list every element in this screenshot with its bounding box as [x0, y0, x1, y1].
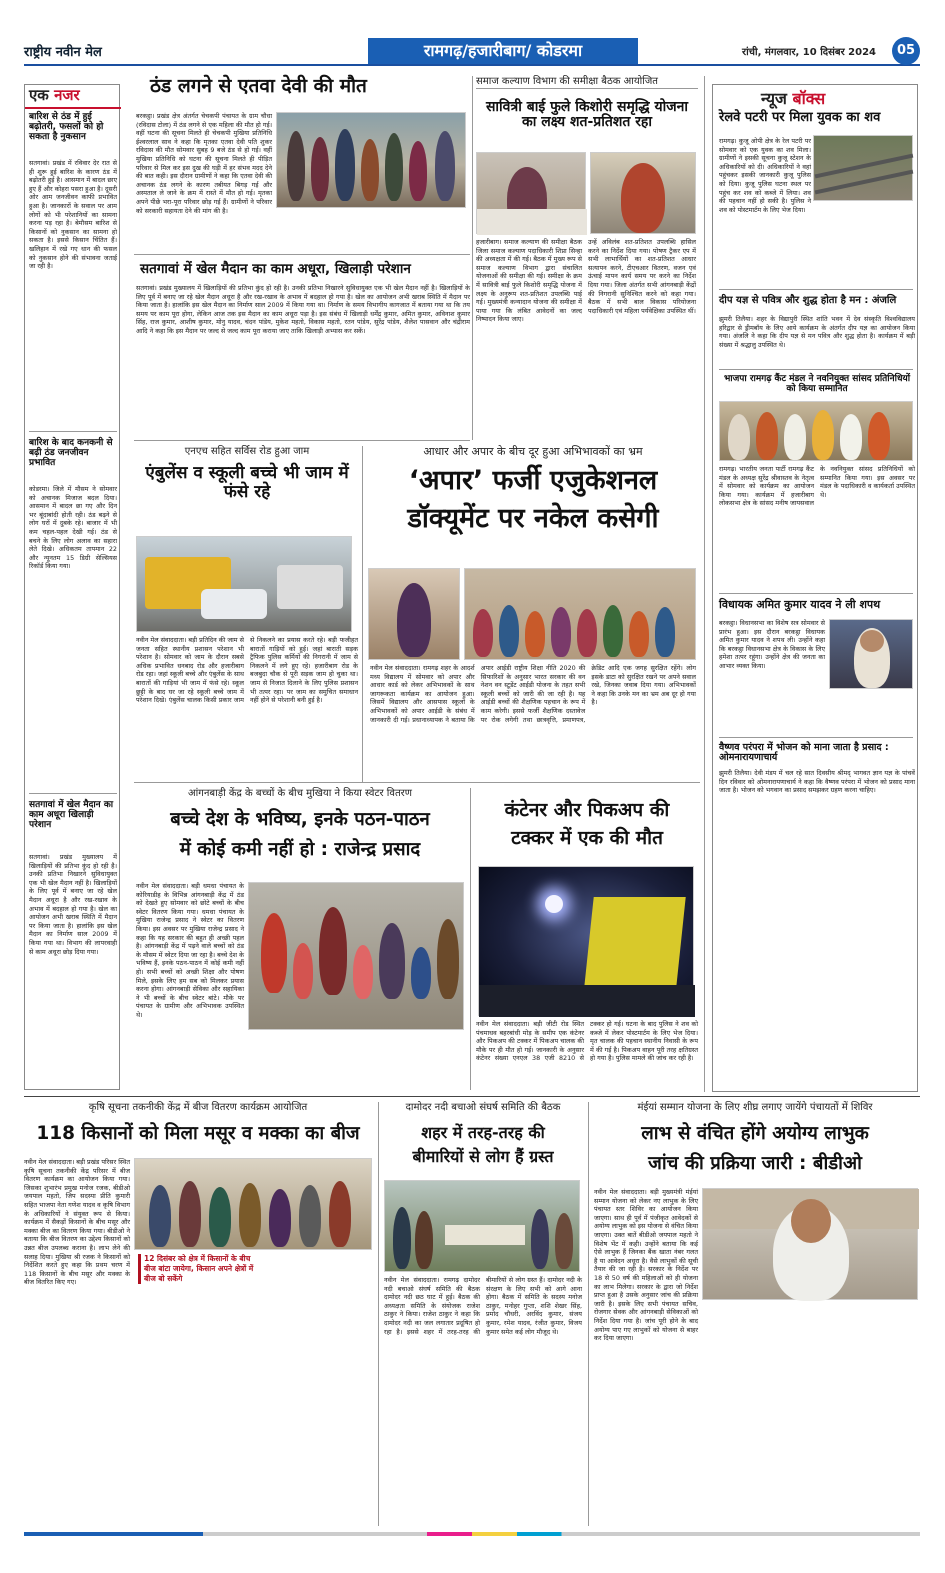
brief3-headline: सतगावां में खेल मैदान का काम अधूरा खिलाड़ी परेशान: [29, 800, 114, 830]
bhojan-headline: वैष्णव परंपरा में भोजन को माना जाता है प्रसाद : ओमनारायणाचार्य: [719, 742, 889, 764]
container-body: नवीन मेल संवाददाता। बड़ी जीटी रोड स्थित पंचमाधव बहरबांधी मोड़ के समीप एक कंटेनर और पिकअप की टक्कर में पिकअप चालक की मौके पर ही मौत हो गई। जानकारी के अनुसार कंटेनर संख्या एनएल 38 एजी 8210 से टक्कर हो गई। घटना के बाद पुलिस ने शव को कब्जे में लेकर पोस्टमार्टम के लिए भेज दिया। मृत चालक की पहचान स्थानीय निवासी के रूप में की गई है। पिकअप वाहन पूरी तरह क्षतिग्रस्त हो गया है। पुलिस मामले की जांच कर रही है।: [476, 1020, 698, 1063]
bhojan-body: झुमरी तिलैया। देवी मंडप में चल रहे सात दिवसीय श्रीमद् भागवत ज्ञान यज्ञ के पांचवें दिन रविवार को ओमनारायणाचार्य ने कहा कि वैष्णव परंपरा में भोजन को प्रसाद माना जाता है। भोजन को भगवान का प्रसाद समझकर ग्रहण करना चाहिए।: [719, 769, 915, 795]
damodar-headline-b: बीमारियों से लोग हैं ग्रस्त: [412, 1147, 554, 1166]
ground-body: सतगावां। प्रखंड मुख्यालय में खिलाड़ियों की प्रतिभा कुंद हो रही है। उनकी प्रतिभा निखारने सुविधायुक्त एक भी खेल मैदान नहीं है। खिलाड़ियों के लिए पूर्व में बनाए जा रहे खेल मैदान अधूरा है और रख-रखाव के अभाव में बदहाल हो गया है। खेल का आयोजन अभी खराब स्थिति में मैदान पर किया जाता है। हालांकि इस खेल मैदान का निर्माण साल 2009 में किया गया था। निर्माण के समय विभागीय कागजात में बताया गया था कि तय समय पर काम पूरा होगा, लेकिन आज तक इस मैदान का काम अधूरा पड़ा है। इस संबंध में खिलाड़ी धर्मेंद्र कुमार, अमित कुमार, अविनाश कुमार सिंह, राज कुमार, आशीष कुमार, मोनु यादव, चंदन पांडेय, मुकेश महतो, विकास महतो, रतन पांडेय, सुरेंद्र पांडेय, शैलेश पासवान और चंद्रीराम आदि ने कहा कि इस मैदान पर जल्द से जल्द काम पूरा कराया जाए ताकि खिलाड़ी अभ्यास कर सकें।: [136, 284, 470, 335]
bjp-headline: भाजपा रामगढ़ कैंट मंडल ने नवनियुक्त सांसद प्रतिनिधियों को किया सम्मानित: [723, 374, 911, 394]
sidebar-title-a: एक: [29, 86, 49, 104]
rail-headline: रेलवे पटरी पर मिला युवक का शव: [719, 110, 881, 125]
rail-body: रामगढ़। कुजू ओपी क्षेत्र के रेल पटरी पर सोमवार को एक युवक का शव मिला। ग्रामीणों ने इसकी सूचना कुजू स्टेशन के अधिकारियों को दी। अधिकारियों ने वहां पहुंचकर इसकी जानकारी कुजू पुलिस को दिया। कुजू पुलिस घटना स्थल पर पहुंच कर शव को कब्जे में लिया। शव की पहचान नहीं हो सकी है। पुलिस ने शव को पोस्टमार्टम के लिए भेज दिया।: [719, 137, 811, 214]
yagya-body: झुमरी तिलैया। शहर के विद्यापुरी स्थित शांति भवन में देव संस्कृति विश्वविद्यालय हरिद्वार से ड्रीमबॉय के लिए आये कार्यक्रम के अंतर्गत दीप यज्ञ का आयोजन किया गया। अंजलि ने कहा कि दीप यज्ञ से मन पवित्र और शुद्ध होता है। कार्यक्रम में बड़ी संख्या में श्रद्धालु उपस्थित थे।: [719, 315, 915, 349]
brief1-body: सतगावां। प्रखंड में रविवार देर रात से ही शुरू हुई बारिश के कारण ठंड में बढ़ोतरी हुई है। आसमान में बादल छाए हुए हैं और कोहरा पसरा हुआ है। दूसरी ओर आम जनजीवन काफी प्रभावित हुआ है। जानकारों के सवाल पर आम लोगों को भी परेशानियों का सामना करना पड़ रहा है। बेमौसम बारिश से किसानों को नुकसान का सामना हो सकता है। इससे किसान चिंतित हैं। खलिहान में रखे गए धान की फसल को नुकसान होने की संभावना जताई जा रही है।: [29, 159, 117, 271]
seeds-caption: 12 दिसंबर को क्षेत्र में किसानों के बीच बीज बांटा जायेगा, किसान अपने क्षेत्रों में बीज बो सकेंगे: [138, 1254, 258, 1284]
mla-photo: [829, 619, 913, 689]
anganwadi-kicker: आंगनबाड़ी केंद्र के बच्चों के बीच मुखिया ने किया स्वेटर वितरण: [188, 788, 412, 799]
savitri-body-left: हजारीबाग। समाज कल्याण की समीक्षा बैठक जिला समाज कल्याण पदाधिकारी शिप्रा सिन्हा की अध्यक्षता में की गई। बैठक में मुख्य रूप से समाज कल्याण विभाग द्वारा संचालित योजनाओं की समीक्षा की गई। समीक्षा के क्रम में सावित्री बाई फुले किशोरी समृद्धि योजना में लक्ष्य के अनुरूप शत-प्रतिशत उपलब्धि पाई गई। मुख्यमंत्री कन्यादान योजना की समीक्षा में पाया गया कि लंबित आवेदनों का जल्द निष्पादन किया जाए।: [476, 238, 582, 324]
bjp-photo: [719, 401, 913, 461]
apar-kicker: आधार और अपार के बीच दूर हुआ अभिभावकों का भ्रम: [423, 445, 643, 458]
ambulance-kicker: एनएच सहित सर्विस रोड हुआ जाम: [184, 446, 310, 457]
page-number: 05: [892, 37, 920, 65]
seeds-photo: [134, 1158, 372, 1250]
newsbox-title-b: बॉक्स: [792, 89, 826, 108]
bjp-body: रामगढ़। भारतीय जनता पार्टी रामगढ़ कैंट मंडल के अध्यक्ष सुरेंद्र श्रीवास्तव के नेतृत्व में सोमवार को कार्यक्रम का आयोजन किया गया। कार्यक्रम में हजारीबाग लोकसभा क्षेत्र के सांसद मनीष जायसवाल के नवनियुक्त सांसद प्रतिनिधियों को सम्मानित किया गया। इस अवसर पर मंडल के पदाधिकारी व कार्यकर्ता उपस्थित थे।: [719, 465, 915, 508]
apar-photo-2: [464, 568, 696, 660]
ambulance-headline: एंबुलेंस व स्कूली बच्चे भी जाम में फंसे रहे: [145, 463, 349, 502]
savitri-photo-2: [590, 152, 696, 234]
brief1-headline: बारिश से ठंड में हुई बढ़ोतरी, फसलों को हो सकता है नुकसान: [29, 112, 104, 142]
newsbox-title: [761, 87, 901, 109]
death-body: बरकट्ठा। प्रखंड क्षेत्र अंतर्गत चेचकपी पंचायत के ग्राम चौधा (रविदास टोला) में ठंड लगने से एक महिला की मौत हो गई। वहीं घटना की सूचना मिलते ही चेचकपी मुखिया प्रतिनिधि ईश्वरलाल साव ने कहा कि मृतका एतवा देवी पति शुकर रविदास की मौत सोमवार सुबह 9 बजे ठंड से हो गई। वहीं मुखिया प्रतिनिधि को घटना की सूचना मिलते ही पीड़ित परिवार से मिल कर इस दुख की घड़ी में हर संभव मदद देने की बात कही। इस दौरान ग्रामीणों ने कहा कि एतवा देवी की अचानक ठंड लगने के कारण तबीयत बिगड़ गई और अस्पताल ले जाने के क्रम में रास्ते में मौत हो गई। मृतका अपने पीछे भरा-पूरा परिवार छोड़ गई हैं। ग्रामीणों ने परिवार को सरकारी सहायता देने की मांग की है।: [136, 112, 272, 215]
yagya-headline: दीप यज्ञ से पवित्र और शुद्ध होता है मन : अंजलि: [719, 295, 897, 306]
dateline: रांची, मंगलवार, 10 दिसंबर 2024: [742, 47, 876, 58]
apar-photo-1: [368, 568, 460, 660]
anganwadi-body: नवीन मेल संवाददाता। बड़ी धमधा पंचायत के कोरियाडीह के विभिन्न आंगनबाड़ी केंद्र में ठंड को देखते हुए सोमवार को छोटे बच्चों के बीच स्वेटर वितरण किया गया। धमधा पंचायत के मुखिया राजेन्द्र प्रसाद ने स्वेटर का वितरण किया। इस अवसर पर मुखिया राजेन्द्र प्रसाद ने कहा कि यह सरकार की बहुत ही अच्छी पहल है। आंगनबाड़ी केंद्र में पढ़ने वाले बच्चों को ठंड के मौसम में स्वेटर दिया जा रहा है। बच्चे देश के भविष्य हैं, इनके पठन-पाठन में कोई कमी नहीं हो। सभी बच्चों को अच्छी शिक्षा और पोषण मिले, इसके लिए हम सब को मिलकर प्रयास करना होगा। आंगनबाड़ी सेविका और सहायिका ने भी बच्चों के बीच स्वेटर बांटे। मौके पर पंचायत के ग्रामीण और अभिभावक उपस्थित थे।: [136, 882, 244, 1019]
brief2-body: कोडरमा। जिले में मौसम ने सोमवार को अचानक मिजाज बदल दिया। आसमान में बादल छा गए और दिन भर बूंदाबांदी होती रही। ठंड बढ़ने से लोग घरों में दुबके रहे। बाजार में भी कम चहल-पहल देखी गई। ठंड से बचने के लिए लोग अलाव का सहारा लेते दिखे। अधिकतम तापमान 22 और न्यूनतम 15 डिग्री सेल्सियस रिकॉर्ड किया गया।: [29, 485, 117, 571]
mla-headline: विधायक अमित कुमार यादव ने ली शपथ: [719, 598, 881, 611]
maiyan-kicker: मंईयां सम्मान योजना के लिए शीघ्र लगाए जायेंगे पंचायतों में शिविर: [637, 1102, 873, 1113]
maiyan-headline-a: लाभ से वंचित होंगे अयोग्य लाभुक: [641, 1123, 869, 1144]
damodar-kicker: दामोदर नदी बचाओ संघर्ष समिति की बैठक: [405, 1102, 561, 1113]
anganwadi-photo: [248, 882, 464, 1030]
maiyan-photo: [702, 1188, 918, 1300]
death-photo: [276, 112, 466, 208]
seeds-body-cont: [138, 1300, 372, 1524]
newsbox: [712, 84, 918, 1092]
container-headline-a: कंटेनर और पिकअप की: [504, 799, 670, 821]
damodar-body: नवीन मेल संवाददाता। रामगढ़ दामोदर नदी बचाओ संघर्ष समिति की बैठक दामोदर नदी छठ घाट में हुई। बैठक की अध्यक्षता समिति के संयोजक राजेश ठाकुर ने किया। राजेश ठाकुर ने कहा कि दामोदर नदी का जल लगातार प्रदूषित हो रहा है। इससे शहर में तरह-तरह की बीमारियों से लोग ग्रस्त हैं। दामोदर नदी के संरक्षण के लिए सभी को आगे आना होगा। बैठक में समिति के सदस्य मनोज ठाकुर, मनोहर गुप्ता, शशि शेखर सिंह, प्रमोद चौधरी, अरविंद कुमार, संजय कुमार, रमेश यादव, रंजीत कुमार, विजय कुमार समेत कई लोग मौजूद थे।: [384, 1276, 582, 1336]
sidebar-title-b: नजर: [54, 86, 80, 104]
section-banner: रामगढ़/हजारीबाग/ कोडरमा: [368, 38, 638, 64]
apar-headline-a: ‘अपार’ फर्जी एजुकेशनल: [408, 465, 658, 496]
rail-photo: [813, 135, 913, 201]
savitri-headline: सावित्री बाई फुले किशोरी समृद्धि योजना का लक्ष्य शत-प्रतिशत रहा: [485, 99, 689, 131]
apar-body: नवीन मेल संवाददाता। रामगढ़ शहर के आदर्श मध्य विद्यालय में सोमवार को अपार और आधार कार्ड को लेकर अभिभावकों के साथ जागरूकता कार्यक्रम का आयोजन हुआ। जिसमें विद्यालय और आसपास स्कूलों के अभिभावकों को अपार आईडी के संबंध में जानकारी दी गई। प्रधानाध्यापक ने बताया कि अपार आईडी राष्ट्रीय शिक्षा नीति 2020 की सिफारिशों के अनुसार भारत सरकार की वन नेशन वन स्टूडेंट आईडी योजना के तहत सभी स्कूली बच्चों को जारी की जा रही है। यह आईडी बच्चों की शैक्षणिक पहचान के रूप में काम करेगी। इससे फर्जी शैक्षणिक दस्तावेज पर रोक लगेगी तथा छात्रवृत्ति, प्रमाणपत्र, क्रेडिट आदि एक जगह सुरक्षित रहेंगे। लोग इसके डाटा को सुरक्षित रखने पर अपने सवाल रखे, जिनका जवाब दिया गया। अभिभावकों ने कहा कि उनके मन का भ्रम अब दूर हो गया है।: [370, 664, 696, 724]
ambulance-photo: [136, 536, 352, 632]
maiyan-body: नवीन मेल संवाददाता। बड़ी मुख्यमंत्री मंईयां सम्मान योजना को लेकर नए लाभुक के लिए पंचायत स्तर शिविर का आयोजन किया जाएगा। साथ ही पूर्व में पंजीकृत आवेदकों से अयोग्य लाभुक को इस योजना से वंचित किया जाएगा। उक्त बातें बीडीओ जयपाल महतो ने विशेष भेंट में कही। उन्होंने बताया कि कई ऐसे लाभुक हैं जिनका बैंक खाता नंबर गलत है या आवेदन अधूरा है। वैसे लाभुकों की सूची तैयार की जा रही है। सरकार के निर्देश पर 18 से 50 वर्ष की महिलाओं को ही योजना का लाभ मिलेगा। सरकार के द्वारा जो निर्देश प्राप्त हुआ है उसके अनुसार जांच की प्रक्रिया जारी है। इसके लिए सभी पंचायत सचिव, रोजगार सेवक और आंगनबाड़ी सेविकाओं को निर्देश दिया गया है। जांच पूरी होने के बाद अयोग्य पाए गए लाभुकों को योजना से बाहर कर दिया जाएगा।: [594, 1188, 698, 1343]
apar-headline-b: डॉक्यूमेंट पर नकेल कसेगी: [407, 503, 659, 534]
death-body-cont: [136, 210, 466, 250]
footer-rule: [24, 1530, 920, 1538]
container-photo: [478, 866, 694, 1016]
newsbox-title-a: न्यूज: [761, 89, 787, 108]
newspaper-logo: राष्ट्रीय नवीन मेल: [24, 45, 102, 60]
container-headline-b: टक्कर में एक की मौत: [511, 827, 663, 849]
header-bar: [24, 36, 920, 66]
seeds-kicker: कृषि सूचना तकनीकी केंद्र में बीज वितरण कार्यक्रम आयोजित: [88, 1102, 308, 1113]
brief3-body: सतगावां। प्रखंड मुख्यालय में खिलाड़ियों की प्रतिभा कुंद हो रही है। उनकी प्रतिभा निखारने सुविधायुक्त एक भी खेल मैदान नहीं है। खिलाड़ियों के लिए पूर्व में बनाए जा रहे खेल मैदान अधूरा है और रख-रखाव के अभाव में बदहाल हो गया है। खेल का आयोजन अभी खराब स्थिति में मैदान पर किया जाता है। हालांकि इस खेल मैदान का निर्माण साल 2009 में किया गया था। विभाग की लापरवाही से काम अधूरा छोड़ दिया गया।: [29, 853, 117, 956]
savitri-body-right: उन्हें अविलंब शत-प्रतिशत उपलब्धि हासिल करने का निर्देश दिया गया। पोषण ट्रैकर एप में सभी लाभार्थियों का शत-प्रतिशत आधार सत्यापन करने, टीएचआर वितरण, वजन एवं ऊंचाई मापन कार्य समय पर करने का निर्देश दिया गया। जिला अंतर्गत सभी आंगनबाड़ी केंद्रों की निगरानी सुनिश्चित करने को कहा गया। बैठक में सभी बाल विकास परियोजना पदाधिकारी एवं महिला पर्यवेक्षिका उपस्थित थीं।: [588, 238, 696, 315]
ambulance-body: नवीन मेल संवाददाता। बड़ी प्रतिदिन की जाम से जनता सहित स्थानीय प्रशासन परेशान भी परेशान है। सोमवार को जाम के दौरान सबसे अधिक प्रभावित धनबाद रोड और हजारीबाग रोड रहा। जहां स्कूली बच्चे और एंबुलेंस के साथ बारातों की गाड़ियां भी जाम में फंसे रहे। स्कूल छुट्टी के बाद घर जा रहे स्कूली बच्चे जाम में परेशान दिखे। एंबुलेंस चालक किसी प्रकार जाम से निकलने का प्रयास करते रहे। बड़ी फजीहत बारातों गाड़ियों को हुई। जहां बाराती सड़क ट्रैफिक पुलिस कर्मियों की निगरानी में जाम से निकलने में लगे हुए रहे। हजारीबाग रोड के बजबुदा चौक से पूरी सड़क जाम हो चुका था। जाम से निजात दिलाने के लिए पुलिस प्रशासन भी तत्पर रहा। पर जाम का समुचित समाधान नहीं होने से परेशानी बनी हुई है।: [136, 636, 358, 705]
damodar-headline-a: शहर में तरह-तरह की: [421, 1123, 545, 1142]
maiyan-headline-b: जांच की प्रक्रिया जारी : बीडीओ: [648, 1153, 862, 1174]
sidebar-ek-nazar: [24, 84, 120, 1090]
death-headline: ठंड लगने से एतवा देवी की मौत: [150, 75, 367, 97]
damodar-photo: [384, 1180, 580, 1272]
anganwadi-headline-b: में कोई कमी नहीं हो : राजेन्द्र प्रसाद: [179, 839, 421, 860]
maiyan-body-cont: [702, 1304, 918, 1524]
sidebar-title: [29, 85, 117, 107]
savitri-kicker: समाज कल्याण विभाग की समीक्षा बैठक आयोजित: [476, 76, 698, 89]
savitri-photo-1: [476, 152, 586, 234]
brief2-headline: बारिश के बाद कनकनी से बढ़ी ठंड जनजीवन प्रभावित: [29, 438, 113, 468]
mla-body: बरकट्ठा। विधानसभा का विशेष सत्र सोमवार से प्रारंभ हुआ। इस दौरान बरकट्ठा विधायक अमित कुमार यादव ने शपथ ली। उन्होंने कहा कि बरकट्ठा विधानसभा क्षेत्र के विकास के लिए हमेशा तत्पर रहूंगा। उन्होंने क्षेत्र की जनता का आभार व्यक्त किया।: [719, 619, 825, 670]
seeds-headline: 118 किसानों को मिला मसूर व मक्का का बीज: [36, 1123, 360, 1144]
anganwadi-headline-a: बच्चे देश के भविष्य, इनके पठन-पाठन: [170, 809, 430, 830]
ground-headline: सतगावां में खेल मैदान का काम अधूरा, खिलाड़ी परेशान: [140, 261, 411, 277]
seeds-body: नवीन मेल संवाददाता। बड़ी प्रखंड परिसर स्थित कृषि सूचना तकनीकी केंद्र परिसर में बीज वितरण कार्यक्रम का आयोजन किया गया। जिसका शुभारंभ प्रमुख मनोज रजक, बीडीओ जयपाल महतो, जिप सदस्या प्रीति कुमारी सहित भाजपा नेता गणेश यादव व कृषि विभाग के अधिकारियों ने संयुक्त रूप से किया। कार्यक्रम में सैकड़ों किसानों के बीच मसूर और मक्का बीज का वितरण किया गया। बीडीओ ने बताया कि बीज वितरण का उद्देश्य किसानों को उन्नत बीज उपलब्ध कराना है। लाभ लेने की सलाह दिया। मुखिया श्री रजक ने किसानों को निर्देशित करते हुए कहा कि प्रथम चरण में 118 किसानों के बीच मसूर और मक्का के बीज वितरित किए गए।: [24, 1158, 130, 1287]
